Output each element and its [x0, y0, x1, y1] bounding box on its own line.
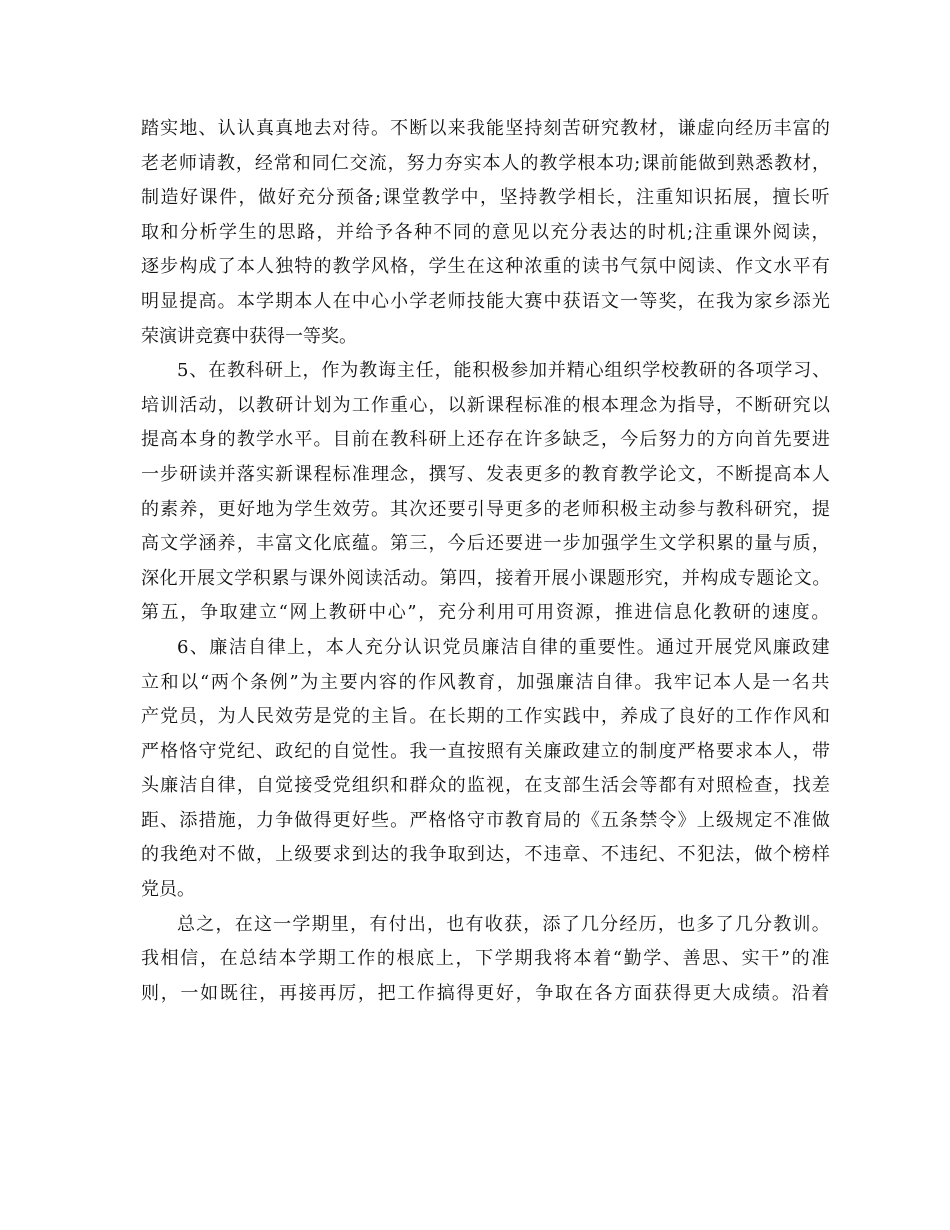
document-line: 则，一如既往，再接再厉，把工作搞得更好，争取在各方面获得更大成绩。沿着	[141, 982, 831, 1004]
document-line: 明显提高。本学期本人在中心小学老师技能大赛中获语文一等奖，在我为家乡添光	[141, 290, 831, 312]
document-line: 严格恪守党纪、政纪的自觉性。我一直按照有关廉政建立的制度严格要求本人，带	[141, 740, 831, 762]
document-line: 6、廉洁自律上，本人充分认识党员廉洁自律的重要性。通过开展党风廉政建	[177, 636, 831, 658]
document-line: 的我绝对不做，上级要求到达的我争取到达，不违章、不违纪、不犯法，做个榜样	[141, 844, 831, 866]
document-line: 我相信，在总结本学期工作的根底上，下学期我将本着“勤学、善思、实干”的准	[141, 948, 831, 970]
document-line: 产党员，为人民效劳是党的主旨。在长期的工作实践中，养成了良好的工作作风和	[141, 706, 831, 728]
document-line: 党员。	[141, 879, 195, 901]
document-line: 取和分析学生的思路，并给予各种不同的意见以充分表达的时机;注重课外阅读，	[141, 221, 831, 243]
document-line: 深化开展文学积累与课外阅读活动。第四，接着开展小课题形究，并构成专题论文。	[141, 567, 831, 589]
document-line: 制造好课件，做好充分预备;课堂教学中，坚持教学相长，注重知识拓展，擅长听	[141, 187, 831, 209]
document-line: 头廉洁自律，自觉接受党组织和群众的监视，在支部生活会等都有对照检查，找差	[141, 775, 831, 797]
document-line: 提高本身的教学水平。目前在教科研上还存在许多缺乏，今后努力的方向首先要进	[141, 429, 831, 451]
document-line: 培训活动，以教研计划为工作重心，以新课程标准的根本理念为指导，不断研究以	[141, 394, 831, 416]
document-line: 总之，在这一学期里，有付出，也有收获，添了几分经历，也多了几分教训。	[177, 913, 831, 935]
document-line: 5、在教科研上，作为教诲主任，能积极参加并精心组织学校教研的各项学习、	[177, 360, 831, 382]
document-line: 第五，争取建立“网上教研中心”，充分利用可用资源，推进信息化教研的速度。	[141, 602, 831, 624]
document-line: 荣演讲竞赛中获得一等奖。	[141, 325, 357, 347]
document-line: 高文学涵养，丰富文化底蕴。第三，今后还要进一步加强学生文学积累的量与质，	[141, 533, 831, 555]
document-body	[141, 112, 831, 1011]
document-line: 的素养，更好地为学生效劳。其次还要引导更多的老师积极主动参与教科研究，提	[141, 498, 831, 520]
document-line: 立和以“两个条例”为主要内容的作风教育，加强廉洁自律。我牢记本人是一名共	[141, 671, 831, 693]
document-line: 距、添措施，力争做得更好些。严格恪守市教育局的《五条禁令》上级规定不准做	[141, 809, 831, 831]
document-line: 一步研读并落实新课程标准理念，撰写、发表更多的教育教学论文，不断提高本人	[141, 463, 831, 485]
document-line: 老老师请教，经常和同仁交流，努力夯实本人的教学根本功;课前能做到熟悉教材，	[141, 152, 831, 174]
document-line: 踏实地、认认真真地去对待。不断以来我能坚持刻苦研究教材，谦虚向经历丰富的	[141, 118, 831, 139]
document-line: 逐步构成了本人独特的教学风格，学生在这种浓重的读书气氛中阅读、作文水平有	[141, 256, 831, 278]
